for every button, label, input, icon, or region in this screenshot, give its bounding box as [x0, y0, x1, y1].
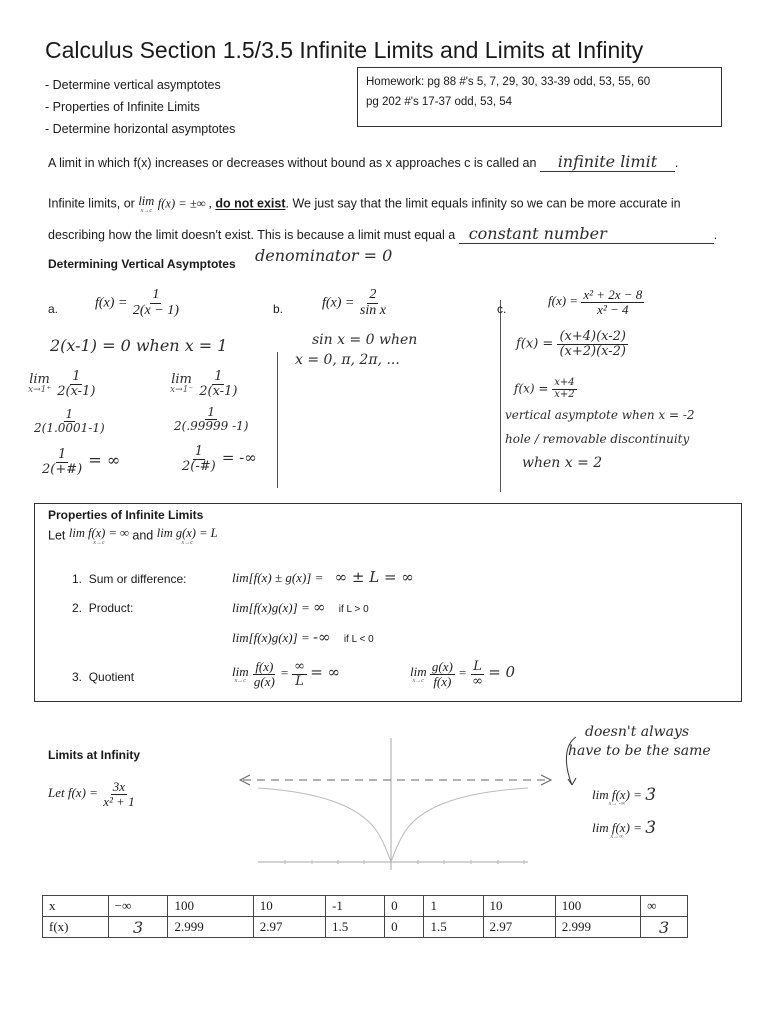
homework-line: pg 202 #'s 17-37 odd, 53, 54: [366, 96, 513, 108]
intro-text: Infinite limits, or: [48, 196, 135, 211]
handwritten-work: when x = 2: [522, 455, 603, 471]
handwritten-work: hole / removable discontinuity: [505, 432, 690, 446]
handwritten-note: doesn't always: [585, 724, 690, 740]
answer-blank: [459, 224, 714, 244]
handwritten-answer: infinite limit: [557, 152, 658, 171]
handwritten-step: $\frac{1}{2(+\#)}$ = ∞: [42, 447, 121, 477]
properties-let: Let lim f(x) = ∞ x→c and lim g(x) = L x→c: [48, 526, 218, 546]
table-cell: x: [43, 896, 109, 917]
property-item: 1. Sum or difference:: [72, 572, 187, 586]
property-item: 3. Quotient: [72, 670, 135, 684]
handwritten-limit: lim x→1⁺ $\frac{1}{2(x-1)}$: [28, 369, 96, 399]
column-divider: [500, 300, 501, 492]
handwritten-work: x = 0, π, 2π, ...: [295, 352, 400, 368]
table-cell: 10: [253, 896, 325, 917]
graph-axes: [258, 738, 528, 870]
table-cell: 0: [385, 896, 424, 917]
limit-expression: lim x→c: [138, 194, 155, 214]
curve-left: [258, 788, 391, 862]
bracket-mark: [562, 735, 582, 795]
objective-item: - Determine horizontal asymptotes: [45, 122, 236, 136]
handwritten-answer: constant number: [468, 224, 607, 243]
table-cell: 3: [108, 917, 168, 938]
objective-item: - Properties of Infinite Limits: [45, 100, 200, 114]
table-cell: 2.999: [555, 917, 640, 938]
table-cell: 1.5: [424, 917, 483, 938]
table-cell: 1: [424, 896, 483, 917]
handwritten-note: denominator = 0: [255, 246, 393, 265]
intro-line-2: [48, 195, 681, 214]
table-cell: 1.5: [326, 917, 385, 938]
table-cell: 2.97: [253, 917, 325, 938]
table-cell: 0: [385, 917, 424, 938]
column-divider: [277, 352, 278, 488]
table-row: [43, 917, 688, 938]
problem-a-label: a.: [48, 302, 59, 316]
table-cell: 3: [641, 917, 688, 938]
curve-right: [391, 788, 528, 862]
handwritten-limit: lim x→1⁻ $\frac{1}{2(x-1)}$: [170, 369, 238, 399]
table-cell: f(x): [43, 917, 109, 938]
property-expression: lim[f(x)g(x)] = -∞ if L < 0: [232, 628, 374, 646]
properties-heading: Properties of Infinite Limits: [48, 508, 204, 522]
math-expression: f(x) = ±∞ ,: [157, 196, 212, 211]
limit-pos-infinity: lim f(x) = x→∞ 3: [592, 818, 657, 840]
handwritten-step: $\frac{1}{2(-\#)}$ = -∞: [182, 444, 257, 474]
section-heading-infinity: Limits at Infinity: [48, 748, 141, 762]
table-cell: ∞: [641, 896, 688, 917]
table-cell: -1: [326, 896, 385, 917]
homework-line: Homework: pg 88 #'s 5, 7, 29, 30, 33-39 odd, 53, 55, 60: [366, 76, 651, 88]
problem-b-function: f(x) = $\frac{2}{\text{sin x}}$: [322, 287, 386, 318]
quotient-expression: lim x→c $\frac{f(x)}{g(x)}$ = $\frac{\infty}{L}$ = ∞: [232, 659, 341, 689]
table-cell: 2.999: [168, 917, 253, 938]
problem-a-function: f(x) = $\frac{1}{2(x - 1)}$: [95, 287, 179, 318]
problem-c-label: c.: [497, 302, 507, 316]
table-cell: 2.97: [483, 917, 555, 938]
property-item: 2. Product:: [72, 601, 134, 615]
handwritten-step: $\frac{1}{2(1.0001-1)}$: [34, 407, 105, 435]
intro-text: . We just say that the limit equals infinity so we can be more accurate in: [285, 196, 681, 211]
intro-text: A limit in which f(x) increases or decreases without bound as x approaches c is called an: [48, 156, 537, 170]
page-title: Calculus Section 1.5/3.5 Infinite Limits and Limits at Infinity: [45, 37, 644, 63]
homework-box: [357, 67, 722, 127]
objective-item: - Determine vertical asymptotes: [45, 78, 221, 92]
intro-text: describing how the limit doesn't exist. This is because a limit must equal a: [48, 228, 456, 242]
problem-c-function: f(x) = $\frac{\text{x² + 2x − 8}}{\text{x² − 4}}$: [548, 287, 643, 317]
table-cell: 10: [483, 896, 555, 917]
table-row: [43, 896, 688, 917]
answer-blank: [540, 152, 675, 172]
quotient-expression: lim x→c $\frac{g(x)}{f(x)}$ = $\frac{L}{\infty}$ = 0: [410, 659, 516, 689]
handwritten-work: vertical asymptote when x = -2: [505, 408, 695, 422]
function-graph: [228, 730, 558, 880]
handwritten-work: sin x = 0 when: [312, 332, 418, 348]
table-cell: 100: [555, 896, 640, 917]
table-cell: −∞: [108, 896, 168, 917]
handwritten-work: f(x) = $\frac{x+4}{x+2}$: [514, 377, 575, 400]
objectives-list: [45, 74, 235, 140]
table-cell: 100: [168, 896, 253, 917]
handwritten-work: 2(x-1) = 0 when x = 1: [50, 336, 228, 355]
section-heading-vertical: Determining Vertical Asymptotes: [48, 257, 236, 271]
handwritten-note: have to be the same: [568, 743, 711, 759]
emphasis-text: do not exist: [215, 196, 286, 211]
limit-neg-infinity: lim f(x) = x→ -∞ 3: [592, 785, 657, 807]
property-expression: lim[f(x) ± g(x)] = ∞ ± L = ∞: [232, 568, 414, 586]
intro-line-3: describing how the limit doesn't exist. This is because a limit must equal a constant number .: [48, 224, 718, 243]
problem-b-label: b.: [273, 302, 284, 316]
values-table: [42, 895, 688, 938]
handwritten-work: f(x) = $\frac{(x+4)(x-2)}{(x+2)(x-2)}$: [516, 329, 627, 359]
horizontal-asymptote: [240, 775, 551, 785]
handwritten-step: $\frac{1}{2(.99999 -1)}$: [174, 405, 249, 433]
infinity-function: Let f(x) = $\frac{3x}{\text{x² + 1}}$: [48, 779, 135, 809]
property-expression: lim[f(x)g(x)] = ∞ if L > 0: [232, 598, 369, 616]
intro-line-1: A limit in which f(x) increases or decreases without bound as x approaches c is called an infinite limit .: [48, 152, 679, 171]
